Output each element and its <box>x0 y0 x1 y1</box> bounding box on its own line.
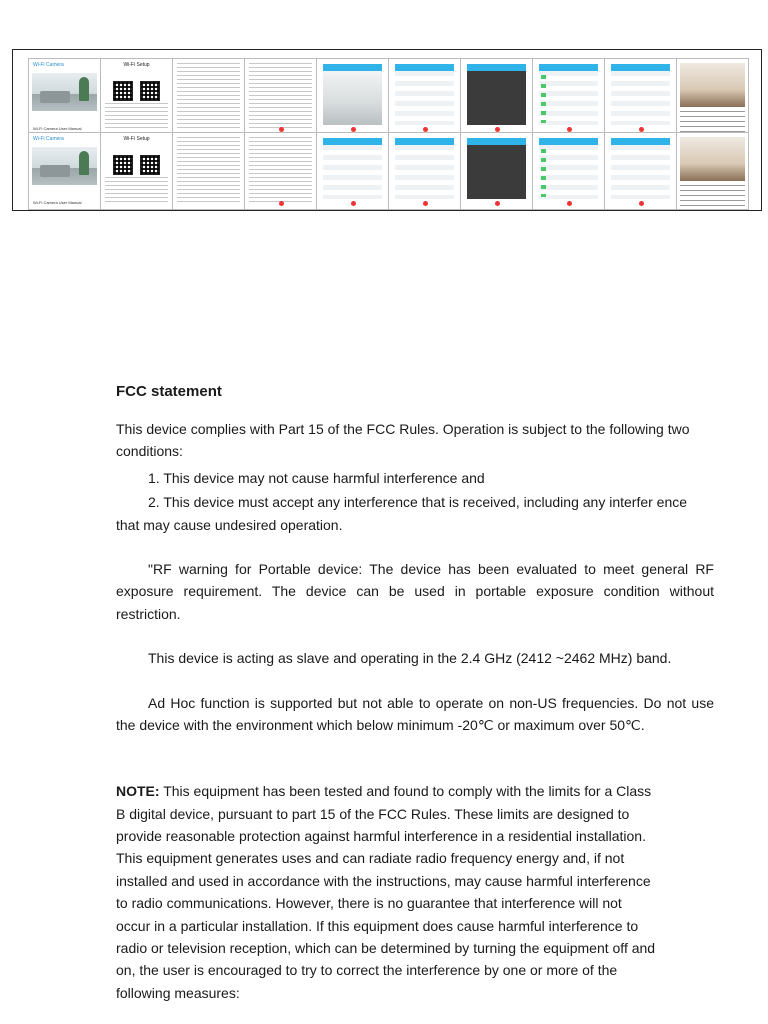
record-icon <box>567 201 572 206</box>
record-icon <box>639 201 644 206</box>
app-screen-panel <box>388 132 461 210</box>
app-screen <box>539 145 598 199</box>
room-photo <box>680 137 745 181</box>
rf-warning-paragraph: "RF warning for Portable device: The device has been evaluated to meet general RF exposure requirement. The device can be used in portable exposure condition without restriction. <box>116 560 714 622</box>
manual-row <box>28 58 748 136</box>
record-icon <box>279 201 284 206</box>
spec-table <box>680 185 745 206</box>
condition-item: 2. This device must accept any interference that is received, including any interfer ence that may cause undesired operation. <box>116 494 688 533</box>
app-screen <box>323 145 382 199</box>
frequency-band-paragraph: This device is acting as slave and operating in the 2.4 GHz (2412 ~2462 MHz) band. <box>148 650 672 667</box>
instructions-text-block <box>177 137 240 205</box>
note-label: NOTE: <box>116 783 160 800</box>
app-header <box>395 64 454 71</box>
app-screen-panel <box>244 58 317 136</box>
qr-panel <box>100 132 173 210</box>
app-header <box>395 138 454 145</box>
manual-strip-image <box>12 49 762 211</box>
statement-heading: FCC statement <box>116 383 222 400</box>
spec-table <box>680 111 745 132</box>
cover-photo <box>32 147 97 185</box>
app-screen-panel <box>604 132 677 210</box>
toggle-list <box>541 149 546 197</box>
app-header <box>323 64 382 71</box>
app-screen-panel <box>532 58 605 136</box>
app-screen <box>467 71 526 125</box>
statement-intro: This device complies with Part 15 of the FCC Rules. Operation is subject to the following two conditions: <box>116 421 690 460</box>
cover-title: Wi-Fi Camera <box>33 62 64 68</box>
app-screen <box>395 71 454 125</box>
app-screen-panel <box>316 132 389 210</box>
qr-code-icon <box>113 81 133 101</box>
qr-code-icon <box>140 81 160 101</box>
qr-code-icon <box>113 155 133 175</box>
app-header <box>611 64 670 71</box>
qr-panel-title: Wi-Fi Setup <box>123 62 150 68</box>
qr-code-icon <box>140 155 160 175</box>
instructions-text-block <box>177 63 240 131</box>
qr-panel-title: Wi-Fi Setup <box>123 136 150 142</box>
cover-title: Wi-Fi Camera <box>33 136 64 142</box>
instructions-panel <box>172 58 245 136</box>
app-screen-panel <box>604 58 677 136</box>
instructions-text-block <box>105 177 168 205</box>
record-icon <box>351 201 356 206</box>
app-header <box>611 138 670 145</box>
app-screen <box>467 145 526 199</box>
record-icon <box>423 201 428 206</box>
app-header <box>539 64 598 71</box>
qr-panel <box>100 58 173 136</box>
instructions-text-block <box>105 103 168 131</box>
app-screen <box>611 71 670 125</box>
app-header <box>467 64 526 71</box>
instructions-panel <box>172 132 245 210</box>
cover-caption: Wi-Fi Camera User Manual <box>33 126 82 131</box>
app-screen-panel <box>244 132 317 210</box>
app-screen-panel <box>316 58 389 136</box>
app-header <box>323 138 382 145</box>
cover-panel <box>28 132 101 210</box>
app-screen-panel <box>532 132 605 210</box>
settings-list <box>249 63 312 131</box>
spec-panel <box>676 58 749 136</box>
manual-row <box>28 132 748 210</box>
cover-photo <box>32 73 97 111</box>
condition-item: 1. This device may not cause harmful interference and <box>148 469 485 486</box>
app-screen <box>395 145 454 199</box>
fcc-statement <box>116 380 714 1004</box>
app-screen-panel <box>460 132 533 210</box>
app-header <box>539 138 598 145</box>
room-photo <box>680 63 745 107</box>
spec-panel <box>676 132 749 210</box>
app-screen-panel <box>460 58 533 136</box>
cover-caption: Wi-Fi Camera User Manual <box>33 200 82 205</box>
app-screen-panel <box>388 58 461 136</box>
cover-panel <box>28 58 101 136</box>
adhoc-paragraph: Ad Hoc function is supported but not able to operate on non-US frequencies. Do not use the device with the environment which below minimum -20℃ or maximum over 50℃. <box>116 694 714 733</box>
settings-list <box>249 137 312 205</box>
note-text: This equipment has been tested and found to comply with the limits for a Class B digital device, pursuant to part 15 of the FCC Rules. These limits are designed to provide reasonable protection against harmful interference in a residential installation. This equipment generates uses and can radiate radio frequency energy and, if not installed and used in accordance with the instructions, may cause harmful interference to radio communications. However, there is no guarantee that interference will not occur in a particular installation. If this equipment does cause harmful interference to radio or television reception, which can be determined by turning the equipment off and on, the user is encouraged to try to correct the interference by one or more of the following measures: <box>116 783 656 1001</box>
record-icon <box>495 201 500 206</box>
app-screen <box>323 71 382 125</box>
note-paragraph <box>116 780 656 1004</box>
app-header <box>467 138 526 145</box>
app-screen <box>539 71 598 125</box>
app-screen <box>611 145 670 199</box>
toggle-list <box>541 75 546 123</box>
